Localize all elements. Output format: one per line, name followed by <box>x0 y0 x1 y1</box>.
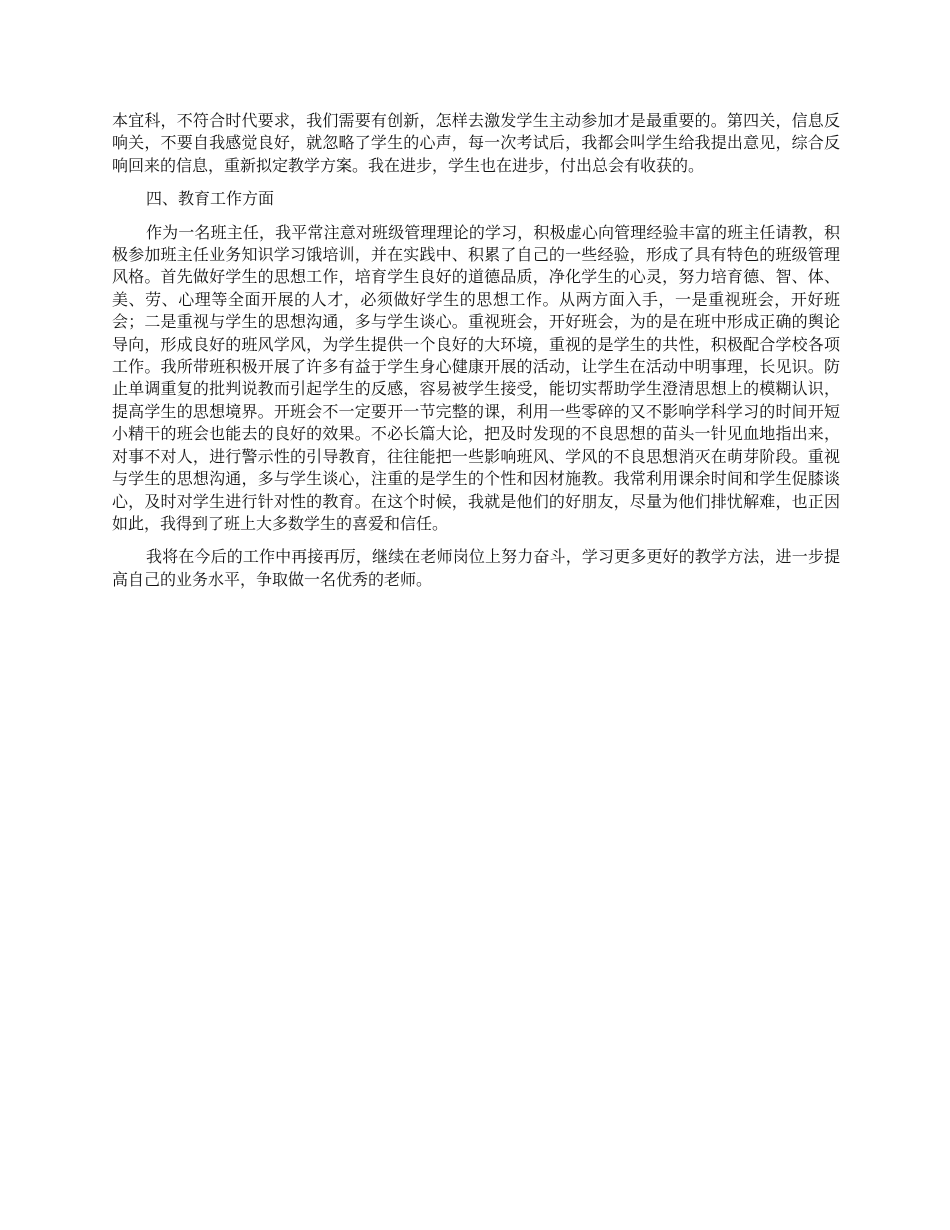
paragraph-continuation: 本宜科，不符合时代要求，我们需要有创新，怎样去激发学生主动参加才是最重要的。第四关，信息反响关，不要自我感觉良好，就忽略了学生的心声，每一次考试后，我都会叫学生给我提出意见，综合反响回来的信息，重新拟定教学方案。我在进步，学生也在进步，付出总会有收获的。 <box>112 111 840 175</box>
document-page <box>112 110 840 602</box>
paragraph-conclusion: 我将在今后的工作中再接再厉，继续在老师岗位上努力奋斗，学习更多更好的教学方法，进一步提高自己的业务水平，争取做一名优秀的老师。 <box>112 547 840 589</box>
section-heading: 四、教育工作方面 <box>146 189 275 209</box>
paragraph-education-work: 作为一名班主任，我平常注意对班级管理理论的学习，积极虚心向管理经验丰富的班主任请教，积极参加班主任业务知识学习饿培训，并在实践中、积累了自己的一些经验，形成了具有特色的班级管理风格。首先做好学生的思想工作，培育学生良好的道德品质，净化学生的心灵，努力培育德、智、体、美、劳、心理等全面开展的人才，必须做好学生的思想工作。从两方面入手，一是重视班会，开好班会；二是重视与学生的思想沟通，多与学生谈心。重视班会，开好班会，为的是在班中形成正确的舆论导向，形成良好的班风学风，为学生提供一个良好的大环境，重视的是学生的共性，积极配合学校各项工作。我所带班积极开展了许多有益于学生身心健康开展的活动，让学生在活动中明事理，长见识。防止单调重复的批判说教而引起学生的反感，容易被学生接受，能切实帮助学生澄清思想上的模糊认识，提高学生的思想境界。开班会不一定要开一节完整的课，利用一些零碎的又不影响学科学习的时间开短小精干的班会也能去的良好的效果。不必长篇大论，把及时发现的不良思想的苗头一针见血地指出来，对事不对人，进行警示性的引导教育，往往能把一些影响班风、学风的不良思想消灭在萌芽阶段。重视与学生的思想沟通，多与学生谈心，注重的是学生的个性和因材施教。我常利用课余时间和学生促膝谈心，及时对学生进行针对性的教育。在这个时候，我就是他们的好朋友，尽量为他们排忧解难，也正因如此，我得到了班上大多数学生的喜爱和信任。 <box>112 222 840 533</box>
